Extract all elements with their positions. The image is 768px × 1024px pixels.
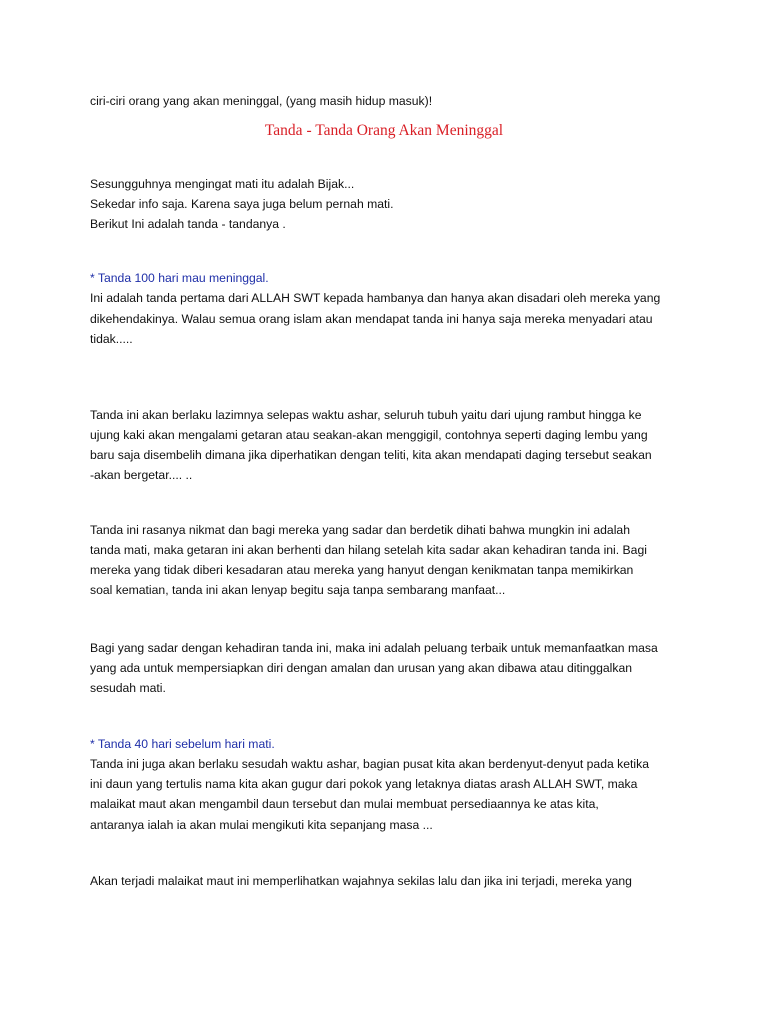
paragraph-line: ujung kaki akan mengalami getaran atau seakan-akan menggigil, contohnya seperti daging lembu yang xyxy=(90,428,648,442)
paragraph-line: baru saja disembelih dimana jika diperhatikan dengan teliti, kita akan mendapati daging tersebut seakan xyxy=(90,448,652,462)
paragraph-line: dikehendakinya. Walau semua orang islam akan mendapat tanda ini hanya saja mereka menyadari atau xyxy=(90,312,653,326)
opening-line: Sekedar info saja. Karena saya juga belum pernah mati. xyxy=(90,197,394,211)
opening-line: Berikut Ini adalah tanda - tandanya . xyxy=(90,217,286,231)
paragraph-line: Tanda ini akan berlaku lazimnya selepas waktu ashar, seluruh tubuh yaitu dari ujung rambut hingga ke xyxy=(90,408,642,422)
paragraph-line: -akan bergetar.... .. xyxy=(90,468,193,482)
paragraph-line: yang ada untuk mempersiapkan diri dengan amalan dan urusan yang akan dibawa atau ditinggalkan xyxy=(90,661,633,675)
paragraph-line: tidak..... xyxy=(90,332,133,346)
section-heading-100-days: * Tanda 100 hari mau meninggal. xyxy=(90,271,269,285)
paragraph-line: Tanda ini juga akan berlaku sesudah waktu ashar, bagian pusat kita akan berdenyut-denyut pada ketika xyxy=(90,757,649,771)
paragraph-line: soal kematian, tanda ini akan lenyap begitu saja tanpa sembarang manfaat... xyxy=(90,583,506,597)
paragraph-line: Ini adalah tanda pertama dari ALLAH SWT kepada hambanya dan hanya akan disadari oleh mereka yang xyxy=(90,291,661,305)
page-title: Tanda - Tanda Orang Akan Meninggal xyxy=(264,122,504,139)
paragraph-line: Bagi yang sadar dengan kehadiran tanda ini, maka ini adalah peluang terbaik untuk memanfaatkan masa xyxy=(90,641,658,655)
opening-line: Sesungguhnya mengingat mati itu adalah Bijak... xyxy=(90,177,355,191)
paragraph-line: ini daun yang tertulis nama kita akan gugur dari pokok yang letaknya diatas arash ALLAH SWT, maka xyxy=(90,777,638,791)
paragraph-line: sesudah mati. xyxy=(90,681,166,695)
paragraph-line: antaranya ialah ia akan mulai mengikuti kita sepanjang masa ... xyxy=(90,818,433,832)
section-heading-40-days: * Tanda 40 hari sebelum hari mati. xyxy=(90,737,275,751)
paragraph-line: mereka yang tidak diberi kesadaran atau mereka yang hanyut dengan kenikmatan tanpa memikirkan xyxy=(90,563,634,577)
paragraph-line: tanda mati, maka getaran ini akan berhenti dan hilang setelah kita sadar akan kehadiran tanda ini. Bagi xyxy=(90,543,647,557)
paragraph-line: Tanda ini rasanya nikmat dan bagi mereka yang sadar dan berdetik dihati bahwa mungkin ini adalah xyxy=(90,523,630,537)
paragraph-line: malaikat maut akan mengambil daun tersebut dan mulai membuat persediaannya ke atas kita, xyxy=(90,797,599,811)
paragraph-line: Akan terjadi malaikat maut ini memperlihatkan wajahnya sekilas lalu dan jika ini terjadi, mereka yang xyxy=(90,874,632,888)
intro-line: ciri-ciri orang yang akan meninggal, (yang masih hidup masuk)! xyxy=(90,94,433,108)
